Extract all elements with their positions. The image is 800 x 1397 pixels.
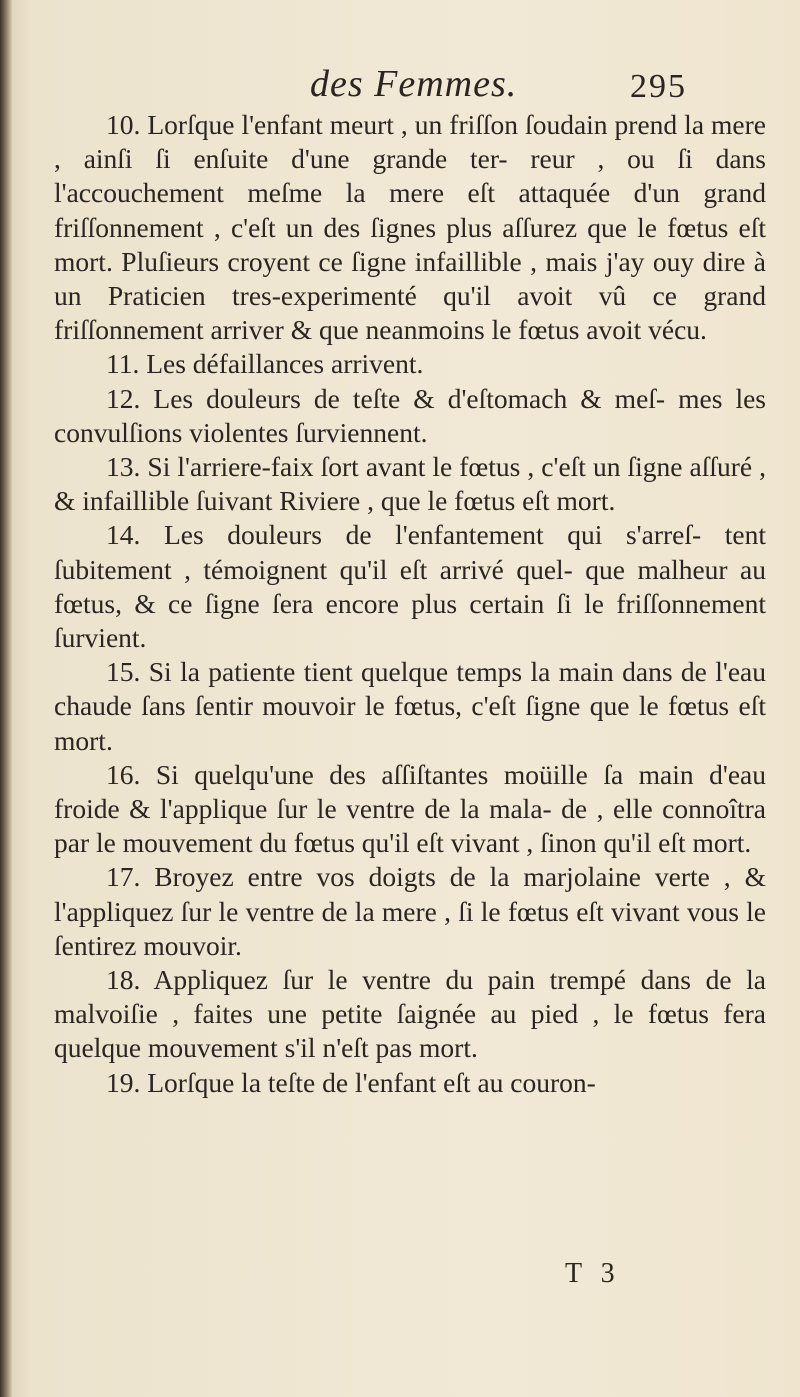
paragraph-10: 10. Lorſque l'enfant meurt , un friſſon ſoudain prend la mere , ainſi ſi enſuite d'une grande ter- reur , ou ſi dans l'accouchement meſme la mere eſt attaquée d'un grand friſſonnement , c'eſt un des ſignes plus aſſurez que le fœtus eſt mort. Pluſieurs croyent ce ſigne infaillible , mais j'ay ouy dire à un Praticien tres-experimenté qu'il avoit vû ce grand friſſonnement arriver & que neanmoins le fœtus avoit vécu.: [54, 109, 766, 346]
paragraph-15: 15. Si la patiente tient quelque temps la main dans de l'eau chaude ſans ſentir mouvoir le fœtus, c'eſt ſigne que le fœtus eſt mort.: [54, 656, 766, 756]
paragraph-16: 16. Si quelqu'une des aſſiſtantes moüille ſa main d'eau froide & l'applique ſur le ventre de la mala- de , elle connoîtra par le mouvement du fœtus qu'il eſt vivant , ſinon qu'il eſt mort.: [54, 758, 766, 859]
signature-mark: T 3: [565, 1258, 621, 1289]
paragraph-14: 14. Les douleurs de l'enfantement qui s'arreſ- tent ſubitement , témoignent qu'il eſt arrivé quel- que malheur au fœtus, & ce ſigne ſera encore plus certain ſi le friſſonnement ſurvient.: [54, 519, 766, 654]
paragraph-11: 11. Les défaillances arrivent.: [106, 348, 424, 380]
paragraph-19: 19. Lorſque la teſte de l'enfant eſt au couron-: [106, 1066, 596, 1098]
page-header: [0, 62, 800, 112]
paragraph-17: 17. Broyez entre vos doigts de la marjolaine verte , & l'appliquez ſur le ventre de la mere , ſi le fœtus eſt vivant vous le ſentirez mouvoir.: [54, 861, 766, 961]
page-number: 295: [630, 68, 687, 105]
binding-edge: [0, 0, 12, 1397]
paragraph-13: 13. Si l'arriere-faix ſort avant le fœtus , c'eſt un ſigne aſſuré , & infaillible ſuivant Riviere , que le fœtus eſt mort.: [54, 451, 766, 517]
paragraph-12: 12. Les douleurs de teſte & d'eſtomach & meſ- mes les convulſions violentes ſurviennent.: [54, 382, 766, 448]
paragraph-18: 18. Appliquez ſur le ventre du pain trempé dans de la malvoiſie , faites une petite ſaignée au pied , le fœtus fera quelque mouvement s'il n'eſt pas mort.: [54, 964, 766, 1064]
running-title: des Femmes.: [310, 63, 518, 105]
body-text: [54, 108, 766, 1100]
